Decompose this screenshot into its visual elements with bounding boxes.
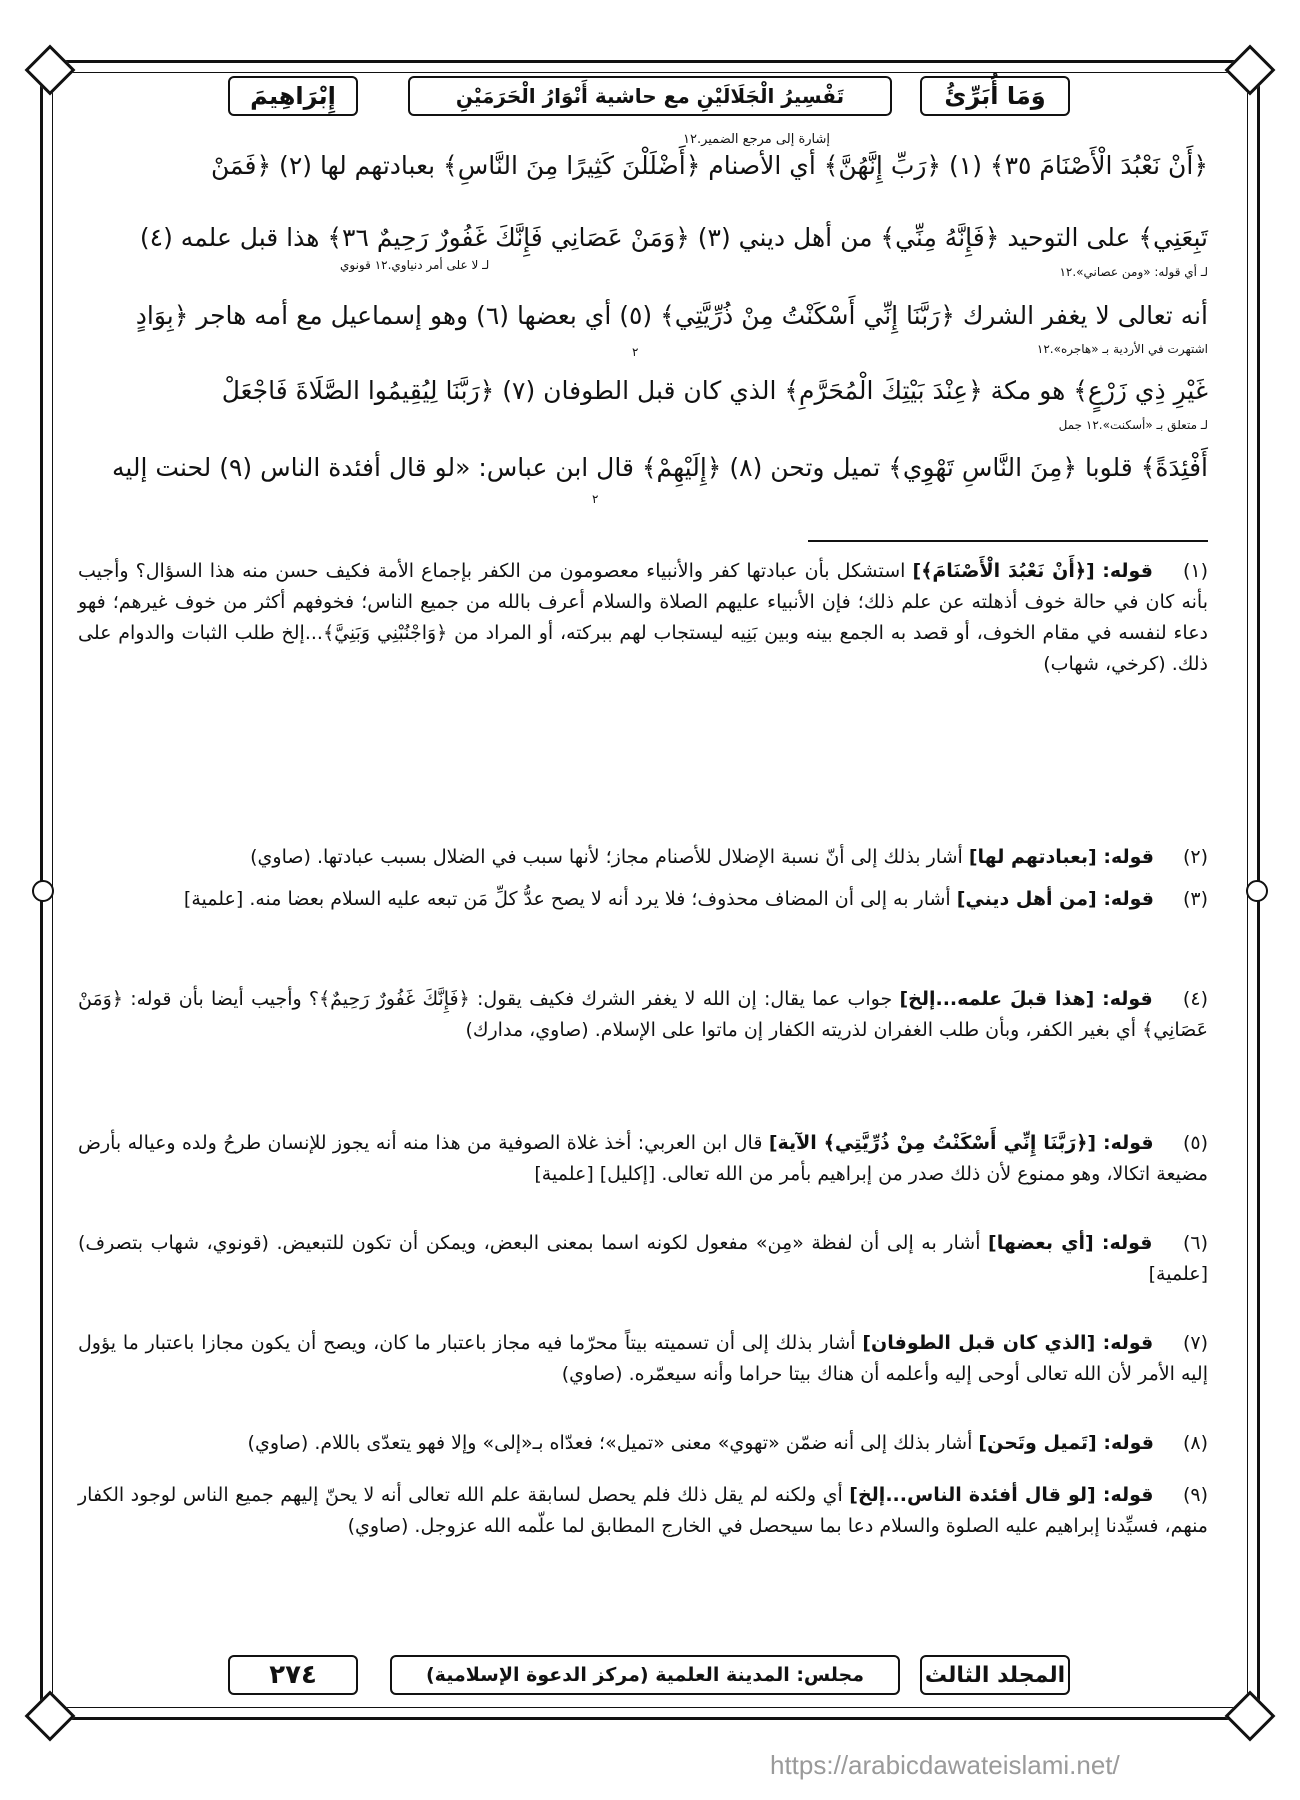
footnote-text: أشار به إلى أن المضاف محذوف؛ فلا يرد أنه لا يصح عدُّ كلِّ مَن تبعه عليه السلام بعضا منه. [علمية] (183, 888, 951, 910)
footnote-text: قال ابن العربي: أخذ غلاة الصوفية من هذا منه أنه يجوز للإنسان طرحُ ولده وعياله بأرض مضيعة اتكالا، وهو ممنوع لأن ذلك صدر من إبراهيم بأمر من الله تعالى. [إكليل] [علمية] (78, 1132, 1208, 1185)
header-juz-name: وَمَا أُبَرِّئُ (920, 76, 1070, 116)
footnote-label: قوله: [الذي كان قبل الطوفان] (862, 1332, 1154, 1354)
footnote-number: (٥) (1182, 1132, 1209, 1154)
footnote (78, 1480, 1208, 1542)
footer-publisher: مجلس: المدينة العلمية (مركز الدعوة الإسلامية) (390, 1655, 900, 1695)
side-ornament-icon (1246, 880, 1268, 902)
footer-page-number: ٢٧٤ (228, 1655, 358, 1695)
watermark-url: https://arabicdawateislami.net/ (770, 1750, 1120, 1780)
footnote-text: استشكل بأن عبادتها كفر والأنبياء معصومون من الكفر بإجماع الأمة فكيف حسن منه هذا السؤال؟ وأجيب بأنه كان في حالة خوف أذهلته عن علم ذلك؛ فإن الأنبياء عليهم الصلاة والسلام أعرف بالله من جميع الناس؛ فخوفهم أكثر من خوف غيرهم؛ فهو دعاء لنفسه في مقام الخوف، أو قصد به الجمع بينه وبين بَنِيه ليستجاب لهم ببركته، أو المراد من ﴿وَاجْنُبْنِي وَبَنِيَّ﴾...إلخ طلب الثبات والدوام على ذلك. (كرخي، شهاب) (78, 560, 1208, 675)
footnote-number: (٧) (1182, 1332, 1209, 1354)
footnote-number: (٤) (1182, 988, 1208, 1010)
footnote-text: أي ولكنه لم يقل ذلك فلم يحصل لسابقة علم الله تعالى أنه لا يحنّ إليهم جميع الناس لوجود الكفار منهم، فسيِّدنا إبراهيم عليه الصلوة والسلام دعا بما سيحصل في الخارج المطابق لما علّمه الله عزوجل. (صاوي) (78, 1484, 1208, 1537)
header-book-title: تَفْسِيرُ الْجَلَالَيْنِ مع حاشية أَنْوَارُ الْحَرَمَيْنِ (408, 76, 892, 116)
tafsir-line: غَيْرِ ذِي زَرْعٍ﴾ هو مكة ﴿عِنْدَ بَيْتِكَ الْمُحَرَّمِ﴾ الذي كان قبل الطوفان (٧) ﴿رَبَّنَا لِيُقِيمُوا الصَّلَاةَ فَاجْعَلْ (221, 376, 1208, 405)
footnote-label: قوله: [﴿أَنْ نَعْبُدَ الْأَصْنَامَ﴾] (912, 560, 1153, 582)
footnote-label: قوله: [﴿رَبَّنَا إِنِّي أَسْكَنْتُ مِنْ ذُرِّيَّتِي﴾ الآية] (768, 1132, 1154, 1154)
footnote (78, 1228, 1208, 1290)
side-ornament-icon (32, 880, 54, 902)
interlinear-note: لـ لا على أمر دنياوي.١٢ قونوي (340, 258, 490, 272)
footer-volume: المجلد الثالث (920, 1655, 1070, 1695)
footnote-label: قوله: [من أهل ديني] (956, 888, 1154, 910)
footnote-number: (٩) (1182, 1484, 1209, 1506)
footnote-text: جواب عما يقال: إن الله لا يغفر الشرك فكيف يقول: ﴿فَإِنَّكَ غَفُورٌ رَحِيمٌ﴾؟ وأجيب أيضا بأن قوله: ﴿وَمَنْ عَصَانِي﴾ أي بغير الكفر، وبأن طلب الغفران لذريته الكفار إن ماتوا على الإسلام. (صاوي، مدارك) (78, 988, 1208, 1041)
footnote-label: قوله: [أي بعضها] (988, 1232, 1153, 1254)
footnote-label: قوله: [لو قال أفئدة الناس...إلخ] (849, 1484, 1154, 1506)
interlinear-note: ٢ (632, 345, 639, 359)
footnote-number: (١) (1182, 560, 1209, 582)
footnote-text: أشار بذلك إلى أن تسميته بيتاً محرّما فيه مجاز باعتبار ما كان، ويصح أن يكون مجازا باعتبار ما يؤول إليه الأمر لأن الله تعالى أوحى إليه وأعلمه أن هناك بيتا حراما وأنه سيعمّره. (صاوي) (78, 1332, 1208, 1385)
footnote-label: قوله: [تَميل وتَحن] (978, 1432, 1154, 1454)
interlinear-note: ٢ (592, 492, 599, 506)
tafsir-line: ﴿أَنْ نَعْبُدَ الْأَصْنَامَ ٣٥﴾ (١) ﴿رَبِّ إِنَّهُنَّ﴾ أي الأصنام ﴿أَضْلَلْنَ كَثِيرًا مِنَ النَّاسِ﴾ بعبادتهم لها (٢) ﴿فَمَنْ (211, 151, 1208, 180)
footnote-number: (٨) (1182, 1432, 1208, 1454)
tafsir-line: أَفْئِدَةً﴾ قلوبا ﴿مِنَ النَّاسِ تَهْوِي﴾ تميل وتحن (٨) ﴿إِلَيْهِمْ﴾ قال ابن عباس: «لو قال أفئدة الناس (٩) لحنت إليه (111, 453, 1208, 482)
footnote-label: قوله: [هذا قبلَ علمه...إلخ] (899, 988, 1153, 1010)
footnote-number: (٢) (1182, 846, 1208, 868)
footnote (78, 984, 1208, 1046)
footnote (78, 1128, 1208, 1190)
footnote-text: أشار بذلك إلى أنه ضمّن «تهوي» معنى «تميل»؛ فعدّاه بـ«إلى» وإلا فهو يتعدّى باللام. (صاوي) (247, 1432, 973, 1454)
footnote-separator (808, 540, 1208, 542)
footnote-text: أشار به إلى أن لفظة «مِن» مفعول لكونه اسما بمعنى البعض، ويمكن أن تكون للتبعيض. (قونوي، شهاب بتصرف) [علمية] (78, 1232, 1208, 1285)
tafsir-line: تَبِعَنِي﴾ على التوحيد ﴿فَإِنَّهُ مِنِّي﴾ من أهل ديني (٣) ﴿وَمَنْ عَصَانِي فَإِنَّكَ غَفُورٌ رَحِيمٌ ٣٦﴾ هذا قبل علمه (٤) (139, 223, 1208, 252)
tafsir-line: أنه تعالى لا يغفر الشرك ﴿رَبَّنَا إِنِّي أَسْكَنْتُ مِنْ ذُرِّيَّتِي﴾ (٥) أي بعضها (٦) وهو إسماعيل مع أمه هاجر ﴿بِوَادٍ (135, 301, 1208, 330)
footnote (78, 556, 1208, 680)
top-marginal-note: إشارة إلى مرجع الضمير.١٢ (682, 132, 830, 147)
interlinear-note: لـ أي قوله: «ومن عصاني».١٢ (1059, 265, 1208, 279)
footnote (78, 1328, 1208, 1390)
footnote-number: (٦) (1182, 1232, 1209, 1254)
footnote (78, 842, 1208, 873)
interlinear-note: اشتهرت في الأردية بـ «هاجره».١٢ (1036, 342, 1208, 356)
footnote (78, 1428, 1208, 1459)
footnote-label: قوله: [بعبادتهم لها] (968, 846, 1154, 868)
header-surah-name: إِبْرَاهِيمَ (228, 76, 358, 116)
footnote (78, 884, 1208, 915)
interlinear-note: لـ متعلق بـ «أسكنت».١٢ جمل (1058, 418, 1208, 432)
footnote-text: أشار بذلك إلى أنّ نسبة الإضلال للأصنام مجاز؛ لأنها سبب في الضلال بسبب عبادتها. (صاوي) (250, 846, 963, 868)
footnote-number: (٣) (1182, 888, 1208, 910)
